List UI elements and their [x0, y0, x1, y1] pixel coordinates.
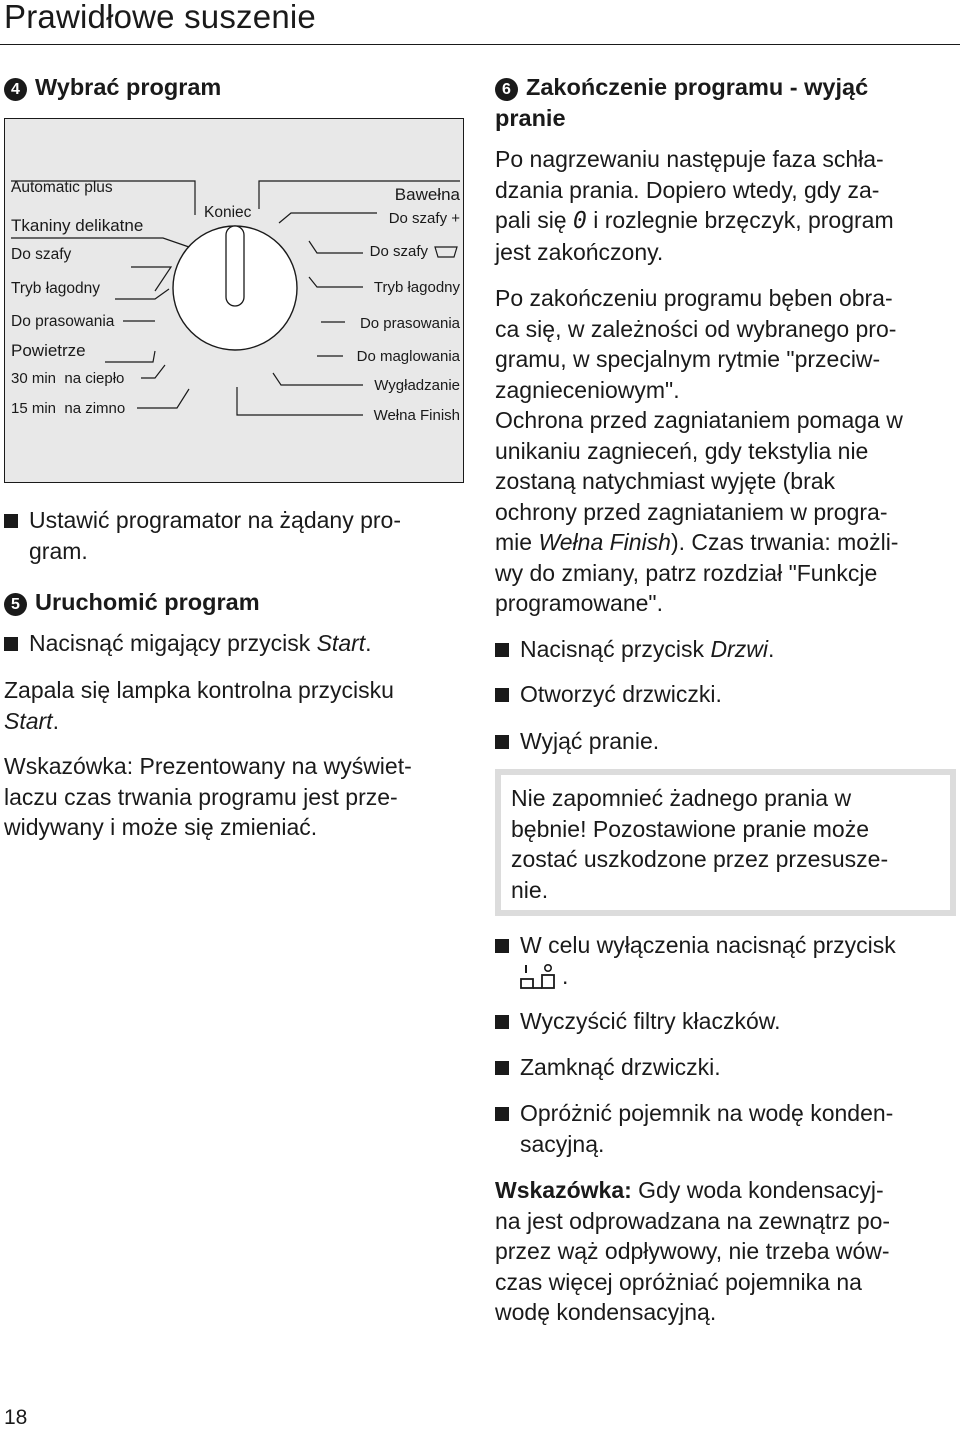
- bullet-remove-laundry-text: Wyjąć pranie.: [520, 728, 660, 754]
- cooling-line2: dzania prania. Dopiero wtedy, gdy za-: [495, 176, 880, 203]
- step-6-number: 6: [495, 78, 518, 101]
- dial-right-label-0: Bawełna: [394, 185, 460, 204]
- bullet-press-door-text: Nacisnąć przycisk: [520, 636, 711, 662]
- paragraph-anticrease: [495, 283, 957, 619]
- power-switch-icon: [520, 963, 562, 991]
- door-button-name: Drzwi: [710, 636, 768, 662]
- step-6-title-line1: Zakończenie programu - wyjąć: [526, 74, 869, 100]
- dial-left-label-5: Powietrze: [11, 341, 86, 360]
- note-line2: bębnie! Pozostawione pranie może: [511, 815, 870, 842]
- anticrease-line1: Po zakończeniu programu bęben obra-: [495, 285, 893, 311]
- paragraph-hint-duration: [4, 751, 466, 843]
- dial-right-label-7: Wełna Finish: [373, 407, 460, 424]
- bullet-switch-off: [495, 930, 957, 991]
- tip-line3: przez wąż odpływowy, nie trzeba wów-: [495, 1238, 890, 1264]
- paragraph-tip-drain-hose: [495, 1175, 957, 1328]
- start-button-name: Start: [316, 630, 366, 656]
- bullet-open-door-text: Otworzyć drzwiczki.: [520, 681, 722, 707]
- bullet-close-door-text: Zamknąć drzwiczki.: [520, 1054, 721, 1080]
- bullet-press-start-text: Nacisnąć migający przycisk: [29, 630, 317, 656]
- step-4-heading: [4, 72, 221, 103]
- paragraph-lamp-line1: Zapala się lampka kontrolna przycisku: [4, 677, 394, 703]
- page-number: 18: [4, 1406, 28, 1429]
- hint-duration-line1: Wskazówka: Prezentowany na wyświet-: [4, 753, 412, 779]
- step-5-heading: [4, 587, 260, 618]
- bullet-empty-container-line1: Opróżnić pojemnik na wodę konden-: [520, 1100, 894, 1126]
- dial-left-label-7: 15 min na zimno: [11, 400, 126, 417]
- bullet-marker: [495, 688, 509, 702]
- bullet-marker: [495, 1107, 509, 1121]
- dial-left-label-2: Do szafy: [11, 246, 72, 263]
- bullet-press-door-suffix: .: [767, 636, 775, 662]
- bullet-set-programmer: [4, 505, 466, 566]
- dial-left-label-4: Do prasowania: [11, 313, 115, 330]
- wardrobe-icon: [435, 247, 457, 257]
- paragraph-cooling: [495, 144, 957, 267]
- step-4-title: Wybrać program: [35, 74, 222, 100]
- bullet-set-programmer-line2: gram.: [29, 537, 88, 564]
- title-rule: [0, 44, 960, 45]
- hint-duration-line2: laczu czas trwania programu jest prze-: [4, 783, 398, 810]
- warning-note-box: [495, 769, 956, 916]
- anticrease-line9-prefix: mie: [495, 529, 539, 555]
- anticrease-line7: zostaną natychmiast wyjęte (brak: [495, 468, 836, 494]
- step-5-number: 5: [4, 593, 27, 616]
- bullet-press-start: [4, 628, 466, 659]
- bullet-marker: [495, 1061, 509, 1075]
- anticrease-line4: zagnieceniowym".: [495, 376, 680, 403]
- dial-right-label-5: Do maglowania: [356, 348, 460, 365]
- dial-left-label-3: Tryb łagodny: [11, 280, 101, 297]
- bullet-open-door: [495, 679, 957, 710]
- display-zero-icon: 0: [572, 208, 587, 234]
- note-line3: zostać uszkodzone przez przesusze-: [511, 846, 889, 872]
- anticrease-line10: wy do zmiany, patrz rozdział "Funkcje: [495, 559, 878, 586]
- tip-label: Wskazówka:: [495, 1177, 632, 1203]
- dial-right-label-4: Do prasowania: [359, 315, 460, 332]
- bullet-marker: [4, 637, 18, 651]
- tip-line4: czas więcej opróżniać pojemnika na: [495, 1268, 862, 1295]
- program-selector-panel: [4, 118, 464, 483]
- tip-line2: na jest odprowadzana na zewnątrz po-: [495, 1207, 891, 1234]
- step-4-number: 4: [4, 78, 27, 101]
- program-selector-diagram: [5, 119, 465, 484]
- paragraph-lamp-suffix: .: [52, 707, 59, 734]
- anticrease-line6: unikaniu zagnieceń, gdy tekstylia nie: [495, 437, 869, 464]
- step-5-title: Uruchomić program: [35, 589, 260, 615]
- start-button-name-2: Start: [4, 707, 53, 734]
- bullet-press-start-suffix: .: [365, 630, 372, 656]
- anticrease-line11: programowane".: [495, 590, 663, 616]
- page-title: Prawidłowe suszenie: [4, 0, 316, 35]
- bullet-set-programmer-line1: Ustawić programator na żądany pro-: [29, 507, 401, 533]
- bullet-switch-off-line1: W celu wyłączenia nacisnąć przycisk: [520, 932, 896, 958]
- anticrease-line9-suffix: ). Czas trwania: możli-: [670, 529, 899, 555]
- bullet-marker: [495, 1015, 509, 1029]
- bullet-marker: [495, 643, 509, 657]
- note-line1: Nie zapomnieć żadnego prania w: [511, 785, 852, 811]
- bullet-remove-laundry: [495, 726, 957, 757]
- bullet-marker: [495, 735, 509, 749]
- paragraph-lamp: [4, 675, 466, 736]
- bullet-close-door: [495, 1052, 957, 1083]
- dial-pointer: [226, 226, 244, 306]
- hint-duration-line3: widywany i może się zmieniać.: [4, 814, 318, 840]
- cooling-line3-prefix: pali się: [495, 207, 573, 233]
- bullet-clean-filters: [495, 1006, 957, 1037]
- bullet-marker: [4, 514, 18, 528]
- dial-right-label-2: Do szafy: [369, 243, 428, 260]
- bullet-empty-container: [495, 1098, 957, 1159]
- dial-left-label-1: Tkaniny delikatne: [11, 216, 144, 235]
- cooling-line3-suffix: i rozlegnie brzęczyk, program: [586, 207, 894, 233]
- tip-line1: Gdy woda kondensacyj-: [631, 1177, 884, 1203]
- program-name-wool: Wełna Finish: [538, 529, 671, 555]
- anticrease-line8: ochrony przed zagniataniem w progra-: [495, 498, 888, 525]
- anticrease-line5: Ochrona przed zagniataniem pomaga w: [495, 407, 903, 433]
- bullet-empty-container-line2: sacyjną.: [520, 1130, 605, 1157]
- cooling-line4: jest zakończony.: [495, 238, 664, 265]
- bullet-clean-filters-text: Wyczyścić filtry kłaczków.: [520, 1008, 781, 1034]
- tip-line5: wodę kondensacyjną.: [495, 1299, 717, 1325]
- dial-left-label-0: Automatic plus: [11, 179, 113, 196]
- bullet-marker: [495, 939, 509, 953]
- bullet-switch-off-suffix: .: [562, 962, 569, 989]
- bullet-press-door: [495, 634, 957, 665]
- anticrease-line3: gramu, w specjalnym rytmie "przeciw-: [495, 346, 881, 372]
- dial-right-label-1: Do szafy +: [388, 210, 460, 227]
- dial-right-label-3: Tryb łagodny: [373, 279, 460, 296]
- dial-top-label: Koniec: [204, 204, 252, 221]
- dial-right-label-6: Wygładzanie: [374, 377, 460, 394]
- dial-left-label-6: 30 min na ciepło: [11, 370, 125, 387]
- note-line4: nie.: [511, 876, 549, 903]
- step-6-title-line2: pranie: [495, 104, 566, 131]
- anticrease-line2: ca się, w zależności od wybranego pro-: [495, 315, 897, 342]
- step-6-heading: [495, 72, 957, 133]
- cooling-line1: Po nagrzewaniu następuje faza schła-: [495, 146, 884, 172]
